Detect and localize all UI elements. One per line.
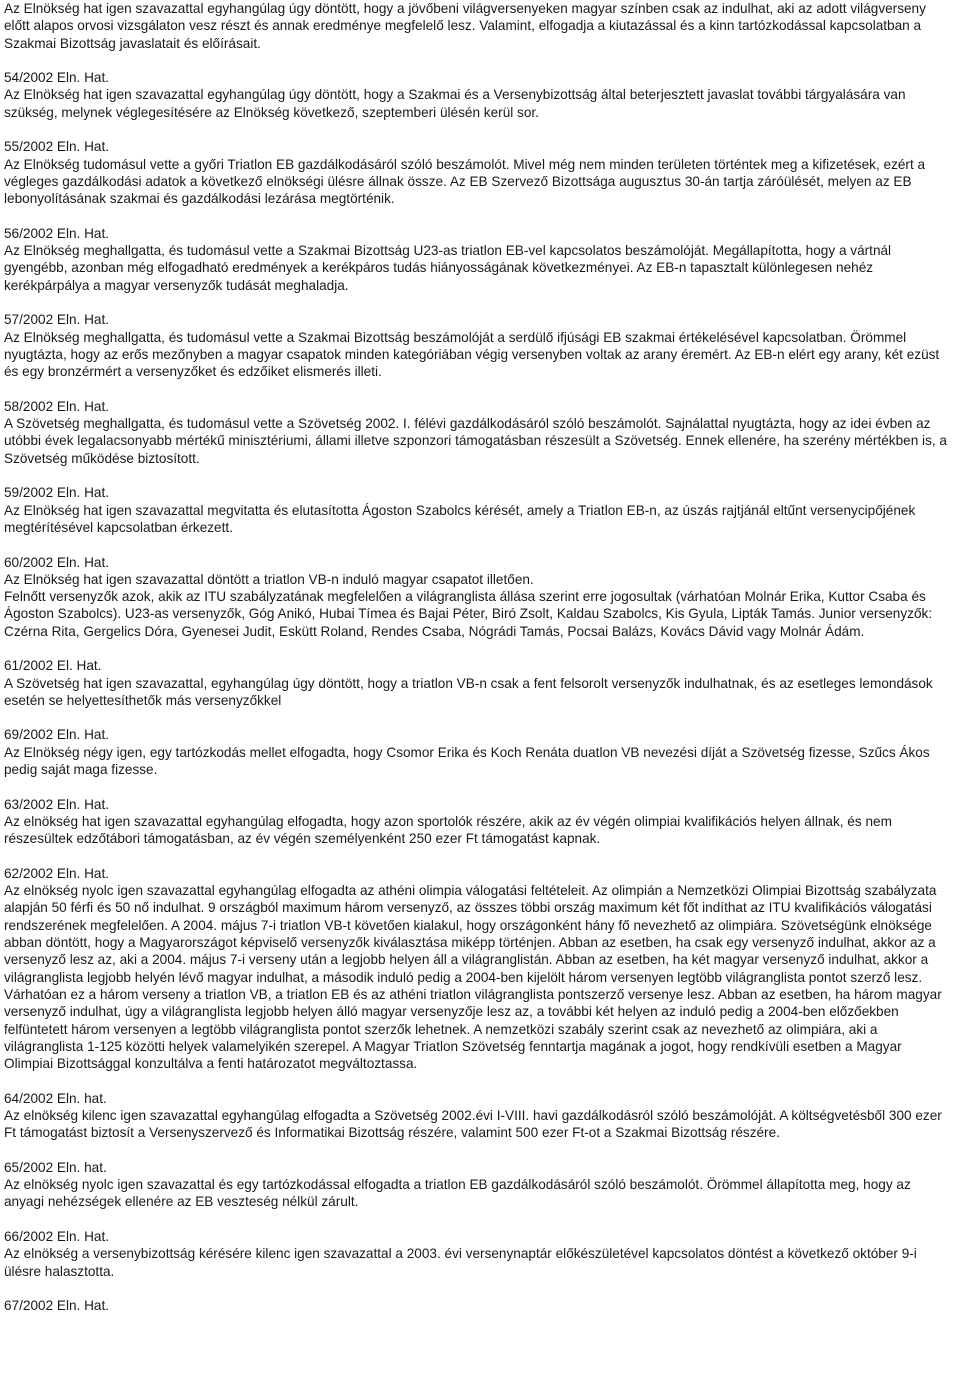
resolution-block (4, 1228, 954, 1280)
resolution-number: 65/2002 Eln. hat. (4, 1159, 107, 1175)
resolution-text: Az Elnökség hat igen szavazattal megvitatta és elutasította Ágoston Szabolcs kérését, amely a Triatlon EB-n, az úszás rajtjánál eltűnt versenycipőjének megtérítésével kapcsolatban érkezett. (4, 502, 916, 535)
resolution-block (4, 554, 954, 640)
resolution-text: Felnőtt versenyzők azok, akik az ITU szabályzatának megfelelően a világranglista állása szerint erre jogosultak (várhatóan Molnár Erika, Kuttor Csaba és Ágoston Szabolcs). U23-as versenyzők, Góg Anikó, Hubai Tímea és Bajai Péter, Biró Zsolt, Kaldau Szabolcs, Kis Gyula, Lipták Tamás. Junior versenyzők: Czérna Rita, Gergelics Dóra, Gyenesei Judit, Eskütt Roland, Rendes Csaba, Nógrádi Tamás, Pocsai Balázs, Kovács Dávid vagy Molnár Ádám. (4, 589, 933, 639)
resolution-block (4, 1297, 954, 1314)
resolution-block (4, 138, 954, 207)
resolution-block (4, 69, 954, 121)
resolution-block (4, 398, 954, 467)
resolution-number: 67/2002 Eln. Hat. (4, 1298, 110, 1314)
resolution-text: Az Elnökség négy igen, egy tartózkodás mellet elfogadta, hogy Csomor Erika és Koch Renáta duatlon VB nevezési díját a Szövetség fizesse, Szűcs Ákos pedig saját maga fizesse. (4, 744, 930, 778)
resolution-number: 55/2002 Eln. Hat. (4, 139, 110, 155)
resolution-text: A Szövetség hat igen szavazattal, egyhangúlag úgy döntött, hogy a triatlon VB-n csak a fent felsorolt versenyzők indulhatnak, és az esetleges lemondások esetén se helyettesíthetők más versenyzőkkel (4, 675, 933, 708)
resolution-text: Az Elnökség tudomásul vette a győri Triatlon EB gazdálkodásáról szóló beszámolót. Mivel még nem minden területen történtek meg a kifizetések, ezért a végleges gazdálkodási adatok a következő elnökségi ülésre állnak össze. Az EB Szervező Bizottsága augusztus 30-án tartja záróülését, melyen az EB lebonyolításának szakmai és gazdálkodási lezárása megtörténik. (4, 156, 926, 207)
resolution-number: 62/2002 Eln. Hat. (4, 865, 110, 881)
resolution-number: 61/2002 El. Hat. (4, 658, 102, 674)
resolution-text: A Szövetség meghallgatta, és tudomásul vette a Szövetség 2002. I. félévi gazdálkodásáról szóló beszámolót. Sajnálattal nyugtázta, hogy az idei évben az utóbbi évek legalacsonyabb mértékű minisztériumi, állami illetve szponzori támogatásban részesült a Szövetség. Ennek ellenére, ha szerény mértékben is, a Szövetség működése biztosított. (4, 416, 947, 466)
resolution-block (4, 657, 954, 709)
resolution-text: Az elnökség nyolc igen szavazattal egyhangúlag elfogadta az athéni olimpia válogatási feltételeit. Az olimpián a Nemzetközi Olimpiai Bizottság szabályzata alapján 50 férfi és 50 nő indulhat. 9 országból maximum három versenyző, az összes többi ország maximum két főt indíthat az ITU kvalifikációs válogatási rendszerének megfelelően. A 2004. május 7-i triatlon VB-t követően kialakul, hogy országonként hány fő nevezhető az olimpiára. Szövetségünk elnöksége abban döntött, hogy a Magyarországot képviselő versenyzők kiválasztása miképp történjen. Abban az esetben, ha csak egy versenyző indulhat, akkor az a versenyző lesz az, aki a 2004. május 7-i verseny után a legjobb helyen áll a világranglistán. Abban az esetben, ha két magyar versenyző indulhat, akkor a világranglista legjobb helyén lévő magyar indulhat, a második induló pedig a 2004-ben kijelölt három versenyen legtöbb világranglista pontot szerző lesz. Várhatóan ez a három verseny a triatlon VB, a triatlon EB és az athéni triatlon világranglista pontszerző versenye lesz. Abban az esetben, ha három magyar versenyző indulhat, úgy a világranglista legjobb helyen álló magyar versenyzője lesz az, a további két helyen az induló pedig a 2004-ben előzőekben felfüntetett három versenyen a legtöbb világranglista pontot szerzők lehetnek. A nemzetközi szabály szerint csak az nevezhető az olimpiára, aki a világranglista 1-125 közötti helyek valamelyikén szerepel. A Magyar Triatlon Szövetség fenntartja magának a jogot, hogy rendkívüli esetben a Magyar Olimpiai Bizottsággal konzultálva a fenti határozatot megváltoztassa. (4, 883, 942, 1072)
resolution-number: 64/2002 Eln. hat. (4, 1090, 107, 1106)
resolution-number: 54/2002 Eln. Hat. (4, 70, 110, 86)
resolution-text: Az elnökség kilenc igen szavazattal egyhangúlag elfogadta a Szövetség 2002.évi I-VIII. havi gazdálkodásról szóló beszámolóját. A költségvetésből 300 ezer Ft támogatást biztosít a Versenyszervező és Informatikai Bizottság részére, valamint 500 ezer Ft-ot a Szakmai Bizottság részére. (4, 1108, 942, 1141)
resolution-block (4, 0, 954, 52)
resolution-block (4, 865, 954, 1073)
resolution-number: 57/2002 Eln. Hat. (4, 312, 110, 328)
resolution-number: 63/2002 Eln. Hat. (4, 796, 110, 812)
resolution-text: Az Elnökség hat igen szavazattal egyhangúlag úgy döntött, hogy a jövőbeni világversenyeken magyar színben csak az indulhat, aki az adott világverseny előtt alapos orvosi vizsgálaton vesz részt és annak eredménye megfelelő lesz. Valamint, elfogadja a kiutazással és a kinn tartózkodással kapcsolatban a Szakmai Bizottság javaslatait és előírásait. (4, 1, 926, 51)
resolution-block (4, 484, 954, 536)
resolution-number: 58/2002 Eln. Hat. (4, 398, 110, 414)
resolution-text: Az Elnökség meghallgatta, és tudomásul vette a Szakmai Bizottság beszámolóját a serdülő ifjúsági EB szakmai értékelésével kapcsolatban. Örömmel nyugtázta, hogy az erős mezőnyben a magyar csapatok minden kategóriában végig versenyben voltak az arany éremért. Az EB-n elért egy arany, két ezüst és egy bronzérmért a versenyzőket és edzőiket elismerés illeti. (4, 329, 940, 380)
resolution-text: Az Elnökség hat igen szavazattal döntött a triatlon VB-n induló magyar csapatot illetően. (4, 571, 534, 587)
resolution-text: Az elnökség hat igen szavazattal egyhangúlag elfogadta, hogy azon sportolók részére, akik az év végén olimpiai kvalifikációs helyen állnak, és nem részesültek edzőtábori támogatásban, az év végén személyenként 250 ezer Ft támogatást kapnak. (4, 813, 892, 847)
resolution-block (4, 1090, 954, 1142)
resolution-number: 66/2002 Eln. Hat. (4, 1229, 110, 1245)
resolution-block (4, 796, 954, 848)
document-page (4, 0, 954, 1332)
resolution-block (4, 311, 954, 380)
resolution-number: 59/2002 Eln. Hat. (4, 485, 110, 501)
resolution-block (4, 726, 954, 778)
resolution-number: 60/2002 Eln. Hat. (4, 554, 110, 570)
resolution-block (4, 225, 954, 294)
resolution-text: Az Elnökség hat igen szavazattal egyhangúlag úgy döntött, hogy a Szakmai és a Versenybizottság által beterjesztett javaslat további tárgyalására van szükség, melynek véglegesítésére az Elnökség következő, szeptemberi ülésén kerül sor. (4, 87, 906, 120)
resolution-number: 56/2002 Eln. Hat. (4, 225, 110, 241)
resolution-text: Az Elnökség meghallgatta, és tudomásul vette a Szakmai Bizottság U23-as triatlon EB-vel kapcsolatos beszámolóját. Megállapította, hogy a vártnál gyengébb, azonban még elfogadható eredmények a kerékpáros tudás hiányosságának következményei. Az EB-n tapasztalt különlegesen nehéz kerékpárpálya a magyar versenyzők tudását meghaladja. (4, 243, 892, 293)
resolution-text: Az elnökség nyolc igen szavazattal és egy tartózkodással elfogadta a triatlon EB gazdálkodásáról szóló beszámolót. Örömmel állapította meg, hogy az anyagi nehézségek ellenére az EB veszteség nélkül zárult. (4, 1177, 911, 1210)
resolution-number: 69/2002 Eln. Hat. (4, 727, 110, 743)
resolution-block (4, 1159, 954, 1211)
resolution-text: Az elnökség a versenybizottság kérésére kilenc igen szavazattal a 2003. évi versenynaptár előkészületével kapcsolatos döntést a következő október 9-i ülésre halasztotta. (4, 1246, 917, 1279)
